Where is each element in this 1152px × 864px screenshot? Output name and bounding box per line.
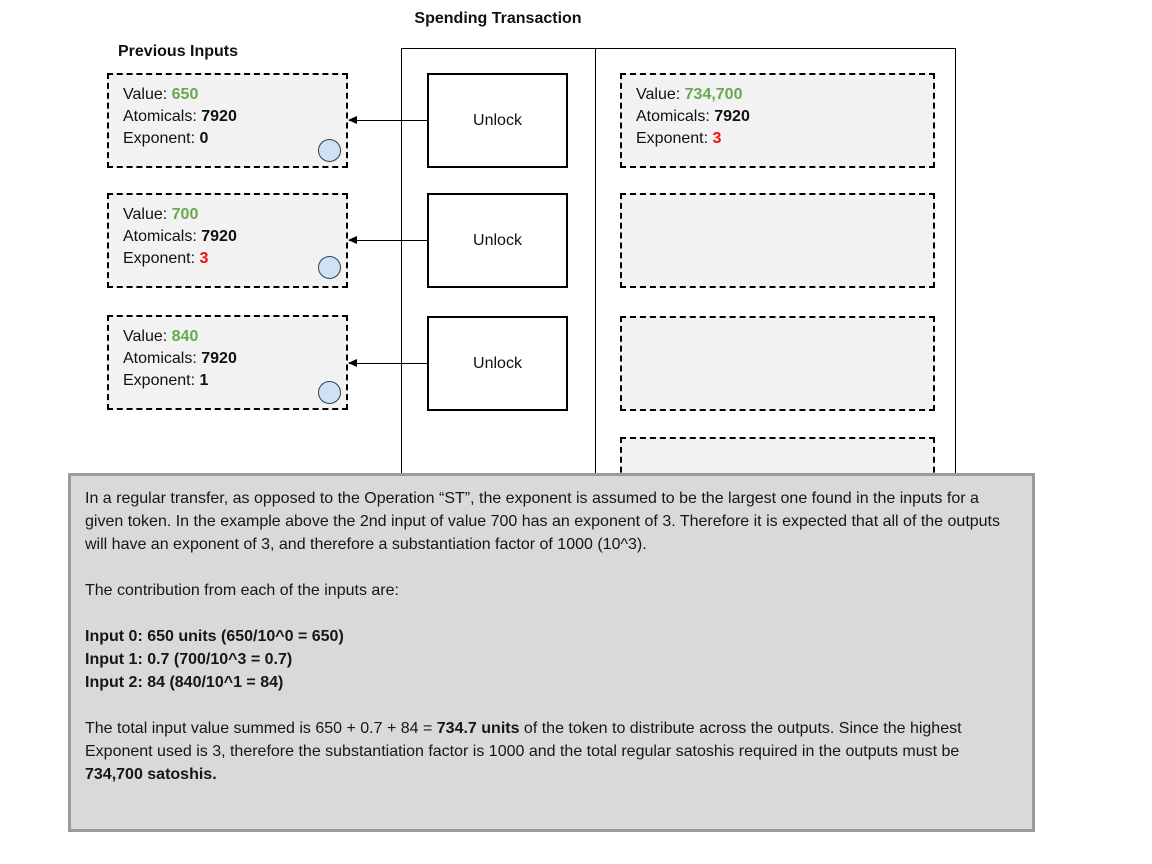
value-number: 840 bbox=[171, 328, 199, 345]
exponent-line: Exponent: 1 bbox=[123, 372, 209, 389]
contrib-line-2: Input 2: 84 (840/10^1 = 84) bbox=[85, 674, 284, 691]
output-box-1 bbox=[620, 193, 935, 288]
input-arrow-2 bbox=[349, 363, 427, 364]
exponent-line: Exponent: 3 bbox=[123, 250, 209, 267]
atomicals-number: 7920 bbox=[201, 228, 237, 245]
input-box-1 bbox=[107, 193, 348, 288]
utxo-marker-icon bbox=[318, 256, 341, 279]
output-box-0 bbox=[620, 73, 935, 168]
unlock-label: Unlock bbox=[473, 111, 522, 129]
exponent-number: 3 bbox=[712, 130, 722, 147]
exponent-number: 0 bbox=[199, 130, 209, 147]
exponent-line: Exponent: 3 bbox=[636, 130, 722, 147]
utxo-marker-icon bbox=[318, 381, 341, 404]
total-units: 734.7 units bbox=[436, 720, 520, 737]
total-satoshis: 734,700 satoshis. bbox=[85, 766, 217, 783]
atomicals-number: 7920 bbox=[201, 108, 237, 125]
contrib-line-1: Input 1: 0.7 (700/10^3 = 0.7) bbox=[85, 651, 293, 668]
value-number: 734,700 bbox=[684, 86, 743, 103]
previous-inputs-label: Previous Inputs bbox=[118, 43, 239, 60]
value-line: Value: 840 bbox=[123, 328, 199, 345]
note-paragraph-3: The total input value summed is 650 + 0.7 + 84 = 734.7 units of the token to distribute across the outputs. Since the highest Exponent used is 3, therefore the substantiation factor is 1000 and the total regular satoshis required in the outputs must be 734,700 satoshis. bbox=[85, 720, 962, 783]
atomicals-line: Atomicals: 7920 bbox=[636, 108, 750, 125]
atomicals-line: Atomicals: 7920 bbox=[123, 108, 237, 125]
exponent-number: 1 bbox=[199, 372, 209, 389]
diagram-title: Spending Transaction bbox=[414, 10, 582, 27]
input-box-0-text bbox=[123, 84, 237, 150]
value-number: 700 bbox=[171, 206, 199, 223]
input-box-1-text bbox=[123, 204, 237, 270]
atomicals-number: 7920 bbox=[201, 350, 237, 367]
atomicals-line: Atomicals: 7920 bbox=[123, 350, 237, 367]
output-box-0-text bbox=[636, 84, 750, 150]
column-divider bbox=[595, 48, 596, 478]
input-box-2 bbox=[107, 315, 348, 410]
input-arrow-1 bbox=[349, 240, 427, 241]
value-number: 650 bbox=[171, 86, 199, 103]
unlock-box-2 bbox=[427, 316, 568, 411]
input-arrow-0 bbox=[349, 120, 427, 121]
exponent-number: 3 bbox=[199, 250, 209, 267]
input-box-2-text bbox=[123, 326, 237, 392]
input-box-0 bbox=[107, 73, 348, 168]
contrib-line-0: Input 0: 650 units (650/10^0 = 650) bbox=[85, 628, 344, 645]
atomicals-line: Atomicals: 7920 bbox=[123, 228, 237, 245]
explanation-note bbox=[68, 473, 1035, 832]
value-line: Value: 734,700 bbox=[636, 86, 743, 103]
value-line: Value: 650 bbox=[123, 86, 199, 103]
unlock-box-1 bbox=[427, 193, 568, 288]
output-box-2 bbox=[620, 316, 935, 411]
unlock-box-0 bbox=[427, 73, 568, 168]
unlock-label: Unlock bbox=[473, 354, 522, 372]
note-paragraph-2: The contribution from each of the inputs are: bbox=[85, 582, 399, 599]
note-paragraph-1: In a regular transfer, as opposed to the Operation “ST”, the exponent is assumed to be the largest one found in the inputs for a given token. In the example above the 2nd input of value 700 has an exponent of 3. Therefore it is expected that all of the outputs will have an exponent of 3, and therefore a substantiation factor of 1000 (10^3). bbox=[85, 490, 1000, 553]
utxo-marker-icon bbox=[318, 139, 341, 162]
value-line: Value: 700 bbox=[123, 206, 199, 223]
unlock-label: Unlock bbox=[473, 231, 522, 249]
exponent-line: Exponent: 0 bbox=[123, 130, 209, 147]
atomicals-number: 7920 bbox=[714, 108, 750, 125]
note-contributions bbox=[85, 625, 1018, 694]
